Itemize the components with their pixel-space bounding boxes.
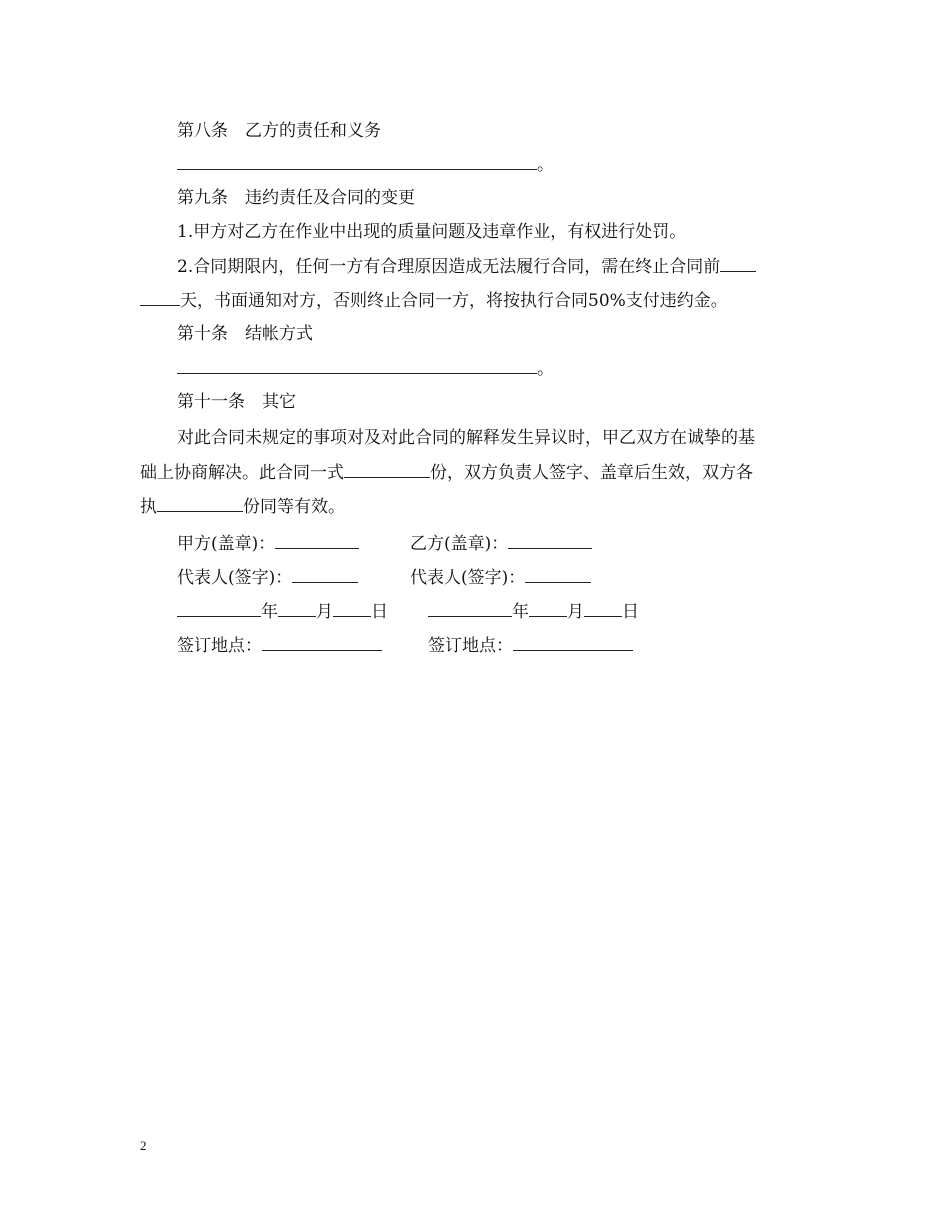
article-9-item-2-line-2: 天，书面通知对方，否则终止合同一方，将按执行合同50%支付违约金。: [140, 289, 820, 312]
signature-row-seal: [177, 532, 592, 555]
signature-row-place: [177, 634, 633, 657]
fill-blank: [428, 600, 512, 617]
page-number: 2: [140, 1138, 147, 1153]
article-10-blank-line: 。: [177, 357, 857, 380]
fill-blank: [140, 289, 180, 306]
signature-row-date: [177, 600, 639, 623]
party-b-date: 年 月 日: [428, 602, 639, 622]
party-a-representative: 代表人(签字)：: [177, 566, 410, 589]
fill-blank: [333, 600, 371, 617]
fill-blank: [720, 255, 756, 272]
fill-blank: [529, 600, 567, 617]
fill-blank: [278, 600, 316, 617]
party-a-date: 年 月 日: [177, 600, 428, 623]
fill-blank: [344, 461, 430, 478]
article-8-heading: 第八条 乙方的责任和义务: [177, 121, 381, 141]
party-b-seal: 乙方(盖章)：: [410, 534, 592, 554]
article-11-heading: 第十一条 其它: [177, 392, 296, 412]
signature-row-representative: [177, 566, 591, 589]
fill-blank: [177, 357, 537, 374]
fill-blank: [177, 153, 537, 170]
fill-blank: [508, 532, 592, 549]
party-a-seal: 甲方(盖章)：: [177, 532, 410, 555]
fill-blank: [292, 566, 358, 583]
article-11-para-line-3: 执 份同等有效。: [140, 497, 345, 517]
fill-blank: [275, 532, 359, 549]
article-9-heading: 第九条 违约责任及合同的变更: [177, 188, 415, 208]
article-9-item-2-line-1: 2.合同期限内，任何一方有合理原因造成无法履行合同，需在终止合同前: [177, 255, 857, 278]
fill-blank: [262, 634, 382, 651]
article-8-blank-line: 。: [177, 153, 857, 176]
fill-blank: [157, 495, 243, 512]
article-11-para-line-1: 对此合同未规定的事项对及对此合同的解释发生异议时，甲乙双方在诚挚的基: [177, 428, 755, 448]
fill-blank: [584, 600, 622, 617]
article-9-item-1: 1.甲方对乙方在作业中出现的质量问题及违章作业，有权进行处罚。: [177, 222, 687, 242]
party-a-place: 签订地点：: [177, 634, 428, 657]
article-10-heading: 第十条 结帐方式: [177, 324, 313, 344]
party-b-representative: 代表人(签字)：: [410, 568, 591, 588]
fill-blank: [525, 566, 591, 583]
party-b-place: 签订地点：: [428, 636, 633, 656]
fill-blank: [177, 600, 261, 617]
article-11-para-line-2: 础上协商解决。此合同一式 份，双方负责人签字、盖章后生效，双方各: [140, 463, 753, 483]
fill-blank: [513, 634, 633, 651]
